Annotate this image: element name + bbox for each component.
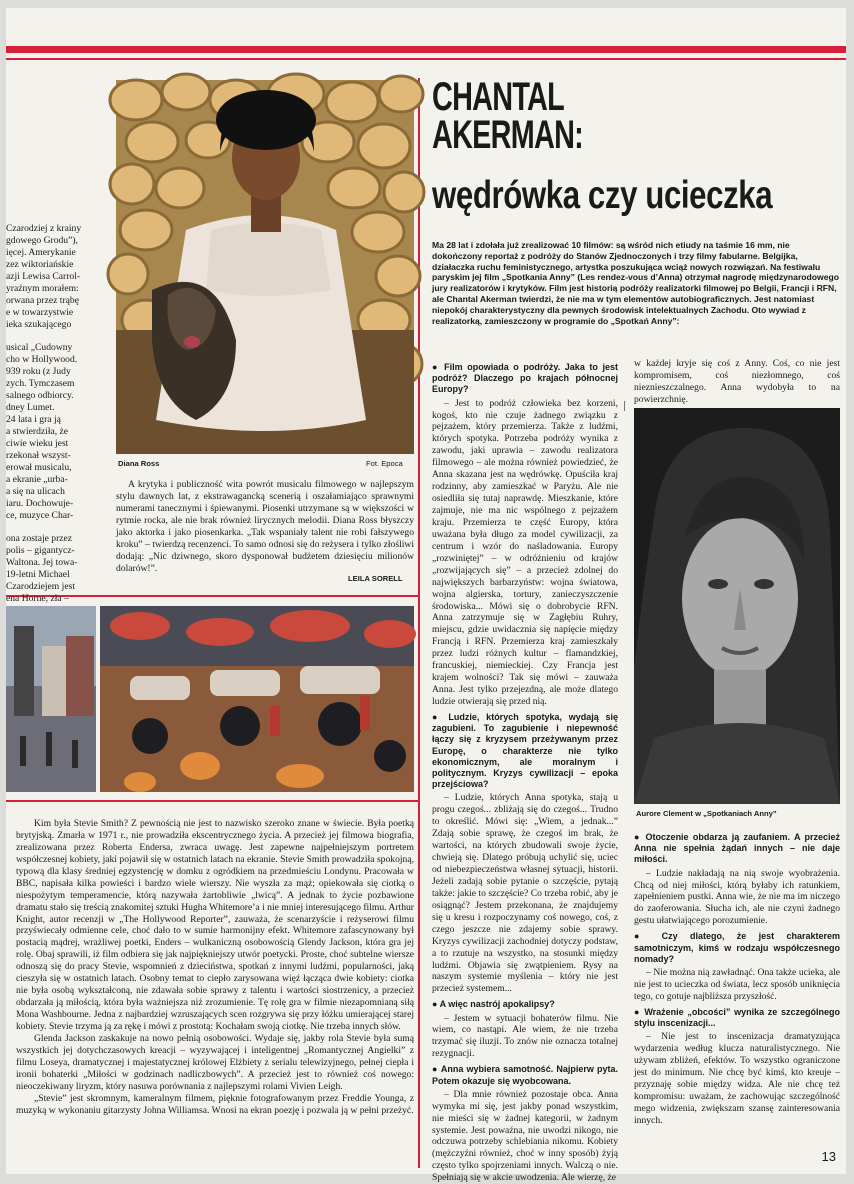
interview-answer: – Nie jest to inscenizacja dramatyzująca wydarzenia według klucza naturalistycznego. Nie używam zbliżeń, efektów. To wszystko ograniczone jest do minimum. Nie chcę być kimś, kto kreuje – przyznaję sobie między widza. Ale nie chcę też kompromisu: uważam, że zachowując szczególność mego widzenia, zwiększam szansę zainteresowania innych. [634,1031,840,1126]
interview-question: ● Ludzie, których spotyka, wydają się zagubieni. To zagubienie i niepewność łączy się z kryzysem przeżywanym przez Europę, o charakterze nie tylko ekonomicznym, ale moralnym i politycznym. Kryzys cywilizacji – epoka przejściowa? [432,711,618,790]
interview-answer: – Jest to podróż człowieka bez korzeni, kogoś, kto nie czuje żadnego związku z pejzażem, który przemierza. Także z ludźmi, których spotyka. Potrzeba podróży wynika z zawodu, jaki uprawia – zawodu realizatora filmowego – ale można również powiedzieć, że Anna skazana jest na wędrówkę. Opuściła kraj rodzinny, aby zamieszkać w Paryżu. Ale nie osiedliła się tutaj naprawdę. Mieszkanie, które zajmuje, nie ma nic wspólnego z pejzażem kraju. Przemierza te część Europy, która uważana była długo za model cywilizacji, za centrum i wzór do naśladowania. Europy „rozwiniętej” – w odróżnieniu od krajów „rozwijających się” – a przecież zdolnej do największych barbarzyństw: wojna światowa, wojna algierska, tortury, zanieczyszczenie środowiska... Mówi się o dobrobycie RFN. Anna zatrzymuje się w Zagłębiu Ruhry, miejscu, gdzie uwidacznia się napięcie między Francją i RFN. Przemierza kraj zamieszkały przez ludzi różnych kultur – flamandzkiej, francuskiej, niemieckiej. Czy Francja jest krajem wolności? Tak się mówi – zauważa Anna. Jest tylko przejezdną, ale może dlatego ludzie otwierają się przed nią. [432,397,618,708]
top-red-bar [6,46,846,53]
page-number: 13 [821,1149,836,1164]
aurore-clement-photo [634,408,840,804]
interview-answer: – Jestem w sytuacji bohaterów filmu. Nie wiem, co nastąpi. Ale wiem, że nie trzeba trzymać się iluzji. To znów nie oznacza totalnej rezygnacji. [432,1012,618,1060]
aurore-caption: Aurore Clement w „Spotkaniach Anny” [636,809,777,818]
interview-question: ● Wrażenie „obcości” wynika ze szczególnego stylu inscenizacji... [634,1006,840,1028]
interview-question: ● A więc nastrój apokalipsy? [432,999,555,1010]
interview-column-2-top: w każdej kryje się coś z Anny. Coś, co nie jest kompromisem, coś niezłomnego, coś nieznieszczalnego. Anna wydobyła to na powierzchnię. [634,358,840,405]
cropped-left-column: Czarodziej z krainy gdowego Grodu”), ięcej. Amerykanie zez wiktoriańskie azji Lewisa Carrol- yraźnym morałem: orwana przez trąbę e w towarzystwie ieka szukającego usical „Cudowny cho w Hollywood. 939 roku (z Judy zych. Tymczasem salnego odbiorcy. dney Lumet. 24 lata i gra ją a stwierdziła, że ciwie wieku jest rzekonał wszyst- erował musicalu, a ekranie „urba- a się na ulicach iaru. Dochowuje- ce, muzyce Char- ona zostaje przez polis – gigantycz- Waltona. Jej towa- 19-letni Michael Czarodziejem jest ena Horne, zła – [6,223,82,605]
magazine-page [6,8,846,1184]
interview-question: ● Film opowiada o podróży. Jaka to jest podróż? Dlaczego po krajach północnej Europy? [432,362,618,395]
article-subheadline: wędrówka czy ucieczka [432,174,773,217]
street-scene-photo [6,606,96,792]
diana-photo-credit: Fot. Epoca [366,459,403,468]
column-divider [418,78,420,1168]
interview-question: ● Anna wybiera samotność. Najpierw pyta. Potem okazuje się wyobcowana. [432,1064,618,1086]
interview-answer: – Ludzie, których Anna spotyka, stają u progu czegoś... zbliżają się do czegoś... Trudno to określić. Mówi się: „Wiem, a jednak...” Zdają sobie sprawę, że czegoś im brak, że wartości, na których zbudowali swoje życie, chwieją się. Dlatego próbują uchylić się, uciec od niebezpieczeństwa własnej sytuacji, historii. Jeżeli zadają sobie pytanie o szczęście, pytają także: jakie to szczęście? Co trzeba robić, aby je osiągnąć? Jestem przekonana, że znajdujemy się u kresu i rozpoczynamy coś nowego, coś, z czego jeszcze nie zdajemy sobie sprawy. Kryzys cywilizacji zachodniej dotyczy podstaw, a to rzutuje na wszystko, na stosunki między ludźmi. Objawia się zwątpieniem. Rysy na naszym systemie myślenia – który nie jest przecież systemem... [432,792,618,995]
interview-answer: – Dla mnie również pozostaje obca. Anna wymyka mi się, jest jakby ponad wszystkim, nie mieści się w żadnej kategorii, w żadnym systemie. Jest powaźna, nie uwodzi nikogo, nie odczuwa potrzeby schlebiania nikomu. Kobiety (mężczyźni również, choć w inny sposób) żyją często tylko spojrzeniami innych. Walczą o nie. Spełniają się w akcie uwodzenia. Ale wierzę, że [432,1088,618,1184]
diana-ross-photo [116,80,414,454]
interview-answer: – Nie można nią zawładnąć. Ona także ucieka, ale nie jest to ucieczka od świata, lecz sposób uniknięcia tego, co gotuje najbliższa przyszłość. [634,966,840,1002]
interview-column-1 [432,358,618,1184]
parade-floats-photo [100,606,414,792]
article-headline: CHANTAL AKERMAN: [432,75,584,158]
interview-answer: – Ludzie nakładają na nią swoje wyobrażenia. Chcą od niej miłości, którą byłaby ich ratunkiem, zapełnieniem pustki. Anna wie, że nie ma im niczego do zaoferowania. Słucha ich, ale nie czyni żadnego gestu ułatwiającego porozumienie. [634,867,840,927]
column-rule [624,401,625,411]
review-author: LEILA SORELL [348,574,403,583]
interview-column-2 [634,828,840,1168]
stevie-smith-article: Kim była Stevie Smith? Z pewnością nie jest to nazwisko szeroko znane w świecie. Była poetką brytyjską. Zmarła w 1971 r., nie prowadziła ekscentrycznego życia. A przecież jej filmowa biografia, zrealizowana przez Roberta Endersa, zwraca uwagę. Jest zapewne najpełniejszym portretem współczesnej kobiety, jaki pojawił się w ostatnich latach na ekranie. Stevie Smith prowadziła spokojną, typową dla klasy średniej egzystencję w domku z ogródkiem na przedmieściu Londynu. Pracowała w BBC, napisała kilka powieści i bardzo wiele wierszy. Nie wyszła za mąż; opiekowała się ciotką o niespożytym temperamencie, którą nazywała żartobliwie „lwicą”. A jednak to życie pozbawione dramatu stało się treścią znakomitej sztuki Hugha Whitemore’a i nie mniej interesującego filmu. Arthur Knight, autor recenzji w „The Hollywood Reporter”, zauważa, że scenarzyście i reżyserowi filmu przyświecały odmienne cele, choć dało to w sumie harmonijny efekt. Whitemore zafascynowany był postacią mądrej, wrażliwej poetki, Enders – wulkaniczną osobowością Glendy Jackson, która gra jej rolę. Obaj sprawili, iż film odbiera się jak najpiękniejszy utwór poetycki. Proste, choć subtelne wiersze odnoszą się do pracy Stevie, wspomnień z dzieciństwa, spotkań z innymi ludźmi, popularności, jaką cieszyła się w ostatnich latach. Osobny temat to ciepło zarysowana więź łącząca dwie kobiety: ciotka nie była osobą wykształconą, nie zdawała sobie sprawy z talentu i wartości siostrzenicy, a przecież obdarzała ją miłością, która była ważniejsza niż zrozumienie. Tę rolę gra w filmie niezapomnianą siłą Mona Washbourne. Jedna z najbardziej wzruszających scen rozgrywa się przy łóżku umierającej starej kobiety. Stevie trzyma ją za rękę i mówi z prostotą: Kochałam swoją ciotkę. Nie trzeba innych słów. Glenda Jackson zaskakuje na nowo pełnią osobowości. Wydaje się, jakby rola Stevie była sumą wszystkich jej dotychczasowych kreacji – wyzywającej i inteligentnej „Romantycznej Angielki” z filmu Loseya, dramatycznej i majestatycznej królowej Elżbiety z serialu telewizyjnego, pełnej ciepła i ironii bohaterki „Miłości w godzinach nadliczbowych”. A przecież jest to również coś nowego: nieoczekiwany liryzm, który nasuwa porównania z najlepszymi rolami Vivien Leigh. „Stevie” jest skromnym, kameralnym filmem, pięknie fotografowanym przez Freddie Younga, z muzyką w wykonaniu gitarzysty Johna Williamsa. Wnosi na ekran poezję i pozwala ją w pełni przeżyć. [16,818,414,1116]
top-red-rule [6,58,846,60]
diana-caption: Diana Ross [118,459,160,468]
section-divider-lower [6,800,418,802]
interview-question: ● Czy dlatego, że jest charakterem samotniczym, kimś w rodzaju współczesnego nomady? [634,931,840,964]
article-lead: Ma 28 lat i zdołała już zrealizować 10 filmów: są wśród nich etiudy na taśmie 16 mm, nie dokończony reportaż z podróży do Stanów Zjednoczonych i trzy filmy fabularne. Belgijka, działaczka ruchu feministycznego, artystka poszukująca wciąż nowych rozwiązań. Na festiwalu paryskim jej film „Spotkania Anny” (Les rendez-vous d’Anna) otrzymał nagrodę międzynarodowego jury realizatorów i krytyków. Film jest historią podróży realizatorki filmowej po Belgii, Francji i RFN, ale Chantal Akerman twierdzi, że nie ma w tym elementów autobiograficznych. Jest natomiast niepokój charakterystyczny dla pewnych środowisk intelektualnych Zachodu. Oto wywiad z realizatorką, zamieszczony w programie do „Spotkań Anny”: [432,240,840,326]
interview-question: ● Otoczenie obdarza ją zaufaniem. A przecież Anna nie spełnia żądań innych – nie daje miłości. [634,832,840,865]
wiz-review-text: A krytyka i publiczność wita powrót musicalu filmowego w najlepszym stylu dawnych lat, z ekstrawagancką scenerią i oszałamiająco sprawnymi numerami tanecznymi i śpiewanymi. Piosenki utrzymane są w większości w rytmie rocka, ale nie brak również lirycznych melodii. Diana Ross błyszczy jako aktorka i jako piosenkarka. „Tak wspaniały talent nie robi fałszywego kroku” – twierdzą recenzenci. To samo odnosi się do reżysera i tylko złośliwi dodają: „Nic dziwnego, skoro dysponował budżetem dziesięciu milionów dolarów!”. [116,479,414,574]
